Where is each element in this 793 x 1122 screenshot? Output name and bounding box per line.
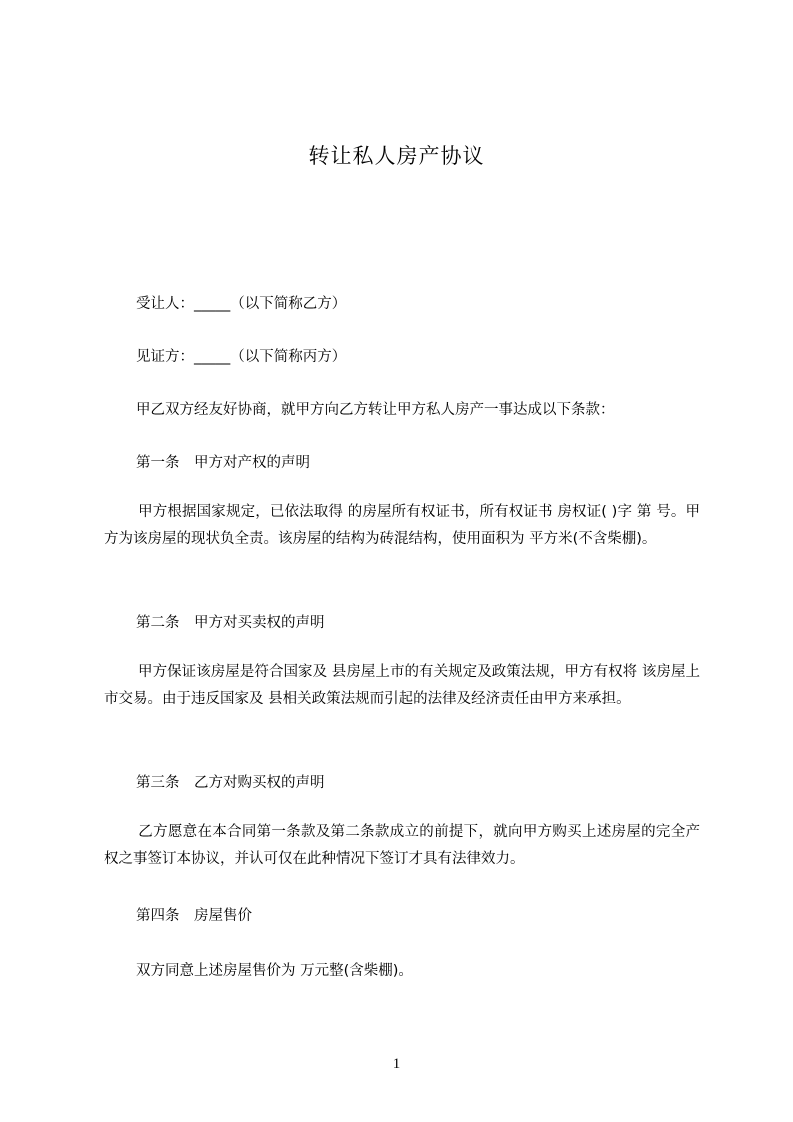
article-1-heading: 第一条 甲方对产权的声明: [136, 455, 310, 471]
price-line: 双方同意上述房屋售价为 万元整(含柴棚)。: [136, 963, 413, 979]
article-1-paragraph: [104, 499, 700, 553]
article-4-heading: 第四条 房屋售价: [136, 908, 252, 924]
witness-line: 见证方：_____（以下简称丙方）: [136, 349, 347, 365]
intro-line: 甲乙双方经友好协商，就甲方向乙方转让甲方私人房产一事达成以下条款：: [136, 402, 615, 418]
article-2-heading: 第二条 甲方对买卖权的声明: [136, 615, 325, 631]
article-2-paragraph: [104, 659, 700, 713]
article-3-heading: 第三条 乙方对购买权的声明: [136, 775, 325, 791]
document-title: 转让私人房产协议: [308, 144, 485, 168]
transferee-line: 受让人：_____（以下简称乙方）: [136, 296, 347, 312]
article-3-text: 乙方愿意在本合同第一条款及第二条款成立的前提下，就向甲方购买上述房屋的完全产权之事签订本协议，并认可仅在此种情况下签订才具有法律效力。: [104, 824, 700, 867]
article-3-paragraph: [104, 819, 700, 873]
article-1-text: 甲方根据国家规定，已依法取得 的房屋所有权证书，所有权证书 房权证( )字 第 号。甲方为该房屋的现状负全责。该房屋的结构为砖混结构，使用面积为 平方米(不含柴棚)。: [104, 504, 700, 547]
page-number: 1: [392, 1056, 401, 1072]
article-2-text: 甲方保证该房屋是符合国家及 县房屋上市的有关规定及政策法规，甲方有权将 该房屋上市交易。由于违反国家及 县相关政策法规而引起的法律及经济责任由甲方来承担。: [104, 664, 700, 707]
